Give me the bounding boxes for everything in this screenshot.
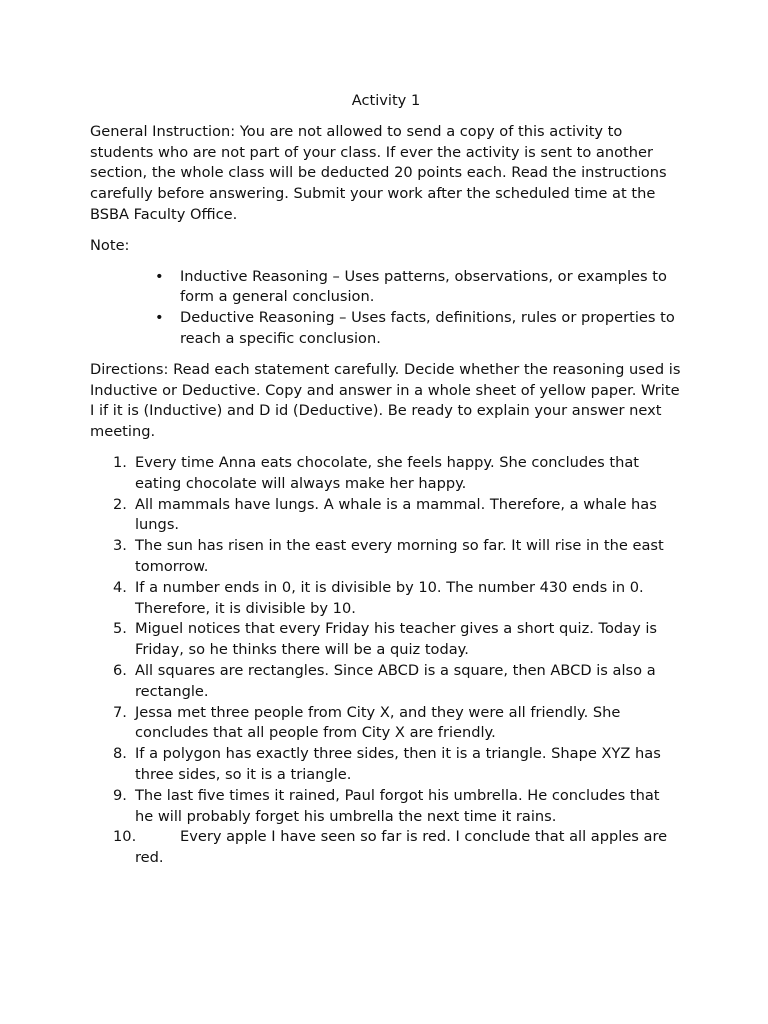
question-text: All mammals have lungs. A whale is a mammal. Therefore, a whale has lungs. <box>135 495 657 534</box>
question-item-4 <box>113 578 682 620</box>
question-text: Jessa met three people from City X, and they were all friendly. She concludes that all people from City X are friendly. <box>135 703 621 742</box>
question-text: Every time Anna eats chocolate, she feels happy. She concludes that eating chocolate will always make her happy. <box>135 453 639 492</box>
note-text: Deductive Reasoning – Uses facts, definitions, rules or properties to reach a specific conclusion. <box>180 309 675 347</box>
question-item-6 <box>113 661 682 703</box>
question-number: 5. <box>113 620 127 638</box>
question-item-10 <box>113 827 682 869</box>
question-text: If a number ends in 0, it is divisible by 10. The number 430 ends in 0. Therefore, it is divisible by 10. <box>135 578 644 617</box>
question-text: Every apple I have seen so far is red. I conclude that all apples are red. <box>135 828 668 867</box>
question-item-2 <box>113 495 682 537</box>
document-page <box>90 91 682 869</box>
directions: Directions: Read each statement carefully. Decide whether the reasoning used is Inductive or Deductive. Copy and answer in a whole sheet of yellow paper. Write I if it is (Inductive) and D id (Deductive). Be ready to explain your answer next meeting. <box>90 360 681 441</box>
question-item-1 <box>113 453 682 495</box>
question-item-9 <box>113 786 682 828</box>
note-item-deductive <box>155 308 682 350</box>
note-item-inductive <box>155 267 682 309</box>
question-item-3 <box>113 536 682 578</box>
question-list <box>90 453 682 869</box>
question-number: 2. <box>113 495 127 513</box>
question-item-7 <box>113 703 682 745</box>
question-text: All squares are rectangles. Since ABCD is a square, then ABCD is also a rectangle. <box>135 661 656 700</box>
question-number: 8. <box>113 745 127 763</box>
question-item-5 <box>113 619 682 661</box>
bullet-icon: • <box>155 267 164 285</box>
question-number: 9. <box>113 786 127 804</box>
question-text: The last five times it rained, Paul forgot his umbrella. He concludes that he will probably forget his umbrella the next time it rains. <box>135 786 660 825</box>
activity-title: Activity 1 <box>351 92 421 109</box>
question-number: 4. <box>113 578 127 596</box>
question-number: 7. <box>113 703 127 721</box>
question-text: The sun has risen in the east every morning so far. It will rise in the east tomorrow. <box>135 537 664 575</box>
question-text: If a polygon has exactly three sides, then it is a triangle. Shape XYZ has three sides, so it is a triangle. <box>135 745 661 783</box>
question-number: 6. <box>113 661 127 679</box>
note-list <box>90 267 682 350</box>
note-text: Inductive Reasoning – Uses patterns, observations, or examples to form a general conclusion. <box>180 267 667 306</box>
question-number: 10. <box>113 828 137 846</box>
question-item-8 <box>113 744 682 786</box>
note-label: Note: <box>90 236 130 254</box>
question-number: 1. <box>113 453 127 471</box>
bullet-icon: • <box>155 309 164 327</box>
general-instruction: General Instruction: You are not allowed to send a copy of this activity to students who are not part of your class. If ever the activity is sent to another section, the whole class will be deducted 20 points each. Read the instructions carefully before answering. Submit your work after the scheduled time at the BSBA Faculty Office. <box>90 122 667 223</box>
question-number: 3. <box>113 537 127 555</box>
question-text: Miguel notices that every Friday his teacher gives a short quiz. Today is Friday, so he thinks there will be a quiz today. <box>135 620 658 659</box>
